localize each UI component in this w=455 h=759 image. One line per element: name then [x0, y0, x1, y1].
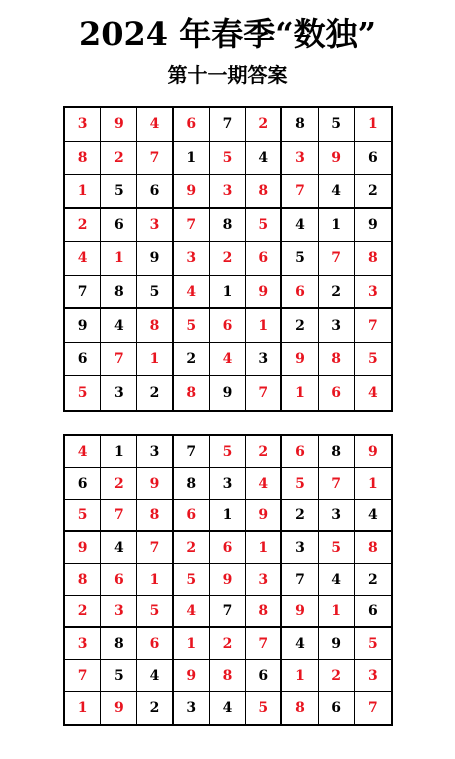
- sudoku-cell: 8: [210, 209, 246, 243]
- sudoku-cell: 5: [355, 628, 391, 660]
- sudoku-cell: 1: [246, 309, 282, 343]
- sudoku-cell: 8: [355, 242, 391, 276]
- sudoku-cell: 4: [210, 343, 246, 377]
- sudoku-cell: 6: [282, 436, 318, 468]
- sudoku-cell: 4: [282, 209, 318, 243]
- sudoku-cell: 4: [65, 242, 101, 276]
- sudoku-cell: 3: [282, 532, 318, 564]
- sudoku-cell: 7: [246, 628, 282, 660]
- sudoku-cell: 8: [282, 108, 318, 142]
- sudoku-cell: 3: [355, 276, 391, 310]
- sudoku-cell: 8: [174, 376, 210, 410]
- sudoku-cell: 2: [355, 175, 391, 209]
- sudoku-cell: 2: [246, 436, 282, 468]
- sudoku-cell: 7: [319, 242, 355, 276]
- sudoku-cell: 1: [246, 532, 282, 564]
- sudoku-cell: 8: [282, 692, 318, 724]
- sudoku-cell: 7: [101, 343, 137, 377]
- sudoku-cell: 3: [101, 376, 137, 410]
- sudoku-cell: 8: [65, 142, 101, 176]
- sudoku-cell: 3: [174, 242, 210, 276]
- sudoku-cell: 3: [319, 309, 355, 343]
- sudoku-cell: 6: [210, 309, 246, 343]
- sudoku-cell: 4: [101, 532, 137, 564]
- sudoku-cell: 8: [137, 309, 173, 343]
- sudoku-grid-2: [63, 434, 393, 726]
- sudoku-cell: 7: [65, 276, 101, 310]
- sudoku-cell: 1: [174, 142, 210, 176]
- sudoku-cell: 3: [65, 108, 101, 142]
- sudoku-cell: 3: [137, 209, 173, 243]
- sudoku-grid-1: [63, 106, 393, 412]
- sudoku-cell: 8: [246, 175, 282, 209]
- sudoku-cell: 6: [65, 468, 101, 500]
- sudoku-cell: 1: [101, 436, 137, 468]
- sudoku-cell: 5: [282, 242, 318, 276]
- sudoku-cell: 2: [137, 376, 173, 410]
- sudoku-cell: 3: [137, 436, 173, 468]
- sudoku-cell: 9: [246, 276, 282, 310]
- sudoku-cell: 5: [101, 660, 137, 692]
- sudoku-cell: 4: [246, 468, 282, 500]
- sudoku-cell: 9: [65, 532, 101, 564]
- sudoku-cell: 8: [65, 564, 101, 596]
- sudoku-cell: 4: [174, 276, 210, 310]
- sudoku-cell: 1: [355, 468, 391, 500]
- sudoku-cell: 1: [65, 692, 101, 724]
- sudoku-cell: 3: [210, 175, 246, 209]
- sudoku-cell: 6: [355, 596, 391, 628]
- sudoku-cell: 6: [65, 343, 101, 377]
- sudoku-cell: 8: [137, 500, 173, 532]
- sudoku-cell: 5: [319, 532, 355, 564]
- sudoku-cell: 2: [137, 692, 173, 724]
- sudoku-cell: 9: [65, 309, 101, 343]
- sudoku-cell: 9: [174, 175, 210, 209]
- sudoku-cell: 2: [65, 596, 101, 628]
- sudoku-cell: 5: [137, 596, 173, 628]
- sudoku-cell: 7: [282, 564, 318, 596]
- sudoku-cell: 9: [355, 436, 391, 468]
- sudoku-cell: 6: [246, 660, 282, 692]
- sudoku-cell: 6: [210, 532, 246, 564]
- sudoku-cell: 3: [246, 343, 282, 377]
- sudoku-cell: 2: [101, 142, 137, 176]
- sudoku-cell: 5: [174, 309, 210, 343]
- sudoku-cell: 7: [282, 175, 318, 209]
- sudoku-cell: 2: [210, 242, 246, 276]
- sudoku-cell: 7: [319, 468, 355, 500]
- sudoku-cell: 7: [174, 209, 210, 243]
- sudoku-cell: 5: [101, 175, 137, 209]
- sudoku-cell: 6: [282, 276, 318, 310]
- sudoku-cell: 4: [65, 436, 101, 468]
- sudoku-cell: 9: [355, 209, 391, 243]
- page-subtitle: 第十一期答案: [167, 63, 288, 87]
- sudoku-cell: 2: [246, 108, 282, 142]
- sudoku-cell: 7: [246, 376, 282, 410]
- sudoku-cell: 9: [174, 660, 210, 692]
- sudoku-cell: 9: [137, 242, 173, 276]
- sudoku-cell: 9: [101, 108, 137, 142]
- sudoku-cell: 7: [210, 108, 246, 142]
- sudoku-cell: 4: [137, 660, 173, 692]
- sudoku-cell: 5: [246, 692, 282, 724]
- sudoku-cell: 5: [282, 468, 318, 500]
- sudoku-cell: 2: [282, 500, 318, 532]
- sudoku-cell: 2: [319, 660, 355, 692]
- sudoku-cell: 7: [210, 596, 246, 628]
- sudoku-cell: 9: [210, 376, 246, 410]
- page-title: 2024 年春季“数独”: [78, 15, 377, 53]
- sudoku-cell: 5: [355, 343, 391, 377]
- sudoku-cell: 1: [282, 376, 318, 410]
- sudoku-cell: 5: [319, 108, 355, 142]
- sudoku-cell: 8: [174, 468, 210, 500]
- sudoku-cell: 4: [210, 692, 246, 724]
- sudoku-cell: 3: [246, 564, 282, 596]
- sudoku-cell: 1: [210, 276, 246, 310]
- sudoku-cell: 7: [355, 309, 391, 343]
- sudoku-cell: 1: [355, 108, 391, 142]
- sudoku-cell: 1: [65, 175, 101, 209]
- sudoku-cell: 3: [210, 468, 246, 500]
- sudoku-cell: 3: [355, 660, 391, 692]
- sudoku-cell: 4: [355, 500, 391, 532]
- sudoku-cell: 8: [246, 596, 282, 628]
- sudoku-cell: 2: [210, 628, 246, 660]
- sudoku-cell: 8: [319, 436, 355, 468]
- sudoku-cell: 1: [319, 596, 355, 628]
- sudoku-cell: 8: [210, 660, 246, 692]
- sudoku-cell: 5: [174, 564, 210, 596]
- sudoku-cell: 5: [65, 500, 101, 532]
- sudoku-cell: 6: [101, 209, 137, 243]
- sudoku-cell: 5: [246, 209, 282, 243]
- sudoku-cell: 5: [210, 436, 246, 468]
- sudoku-cell: 2: [174, 343, 210, 377]
- sudoku-cell: 3: [319, 500, 355, 532]
- sudoku-cell: 9: [137, 468, 173, 500]
- sudoku-cell: 4: [246, 142, 282, 176]
- sudoku-cell: 5: [65, 376, 101, 410]
- sudoku-cell: 3: [101, 596, 137, 628]
- sudoku-cell: 6: [174, 500, 210, 532]
- sudoku-cell: 3: [282, 142, 318, 176]
- sudoku-cell: 1: [282, 660, 318, 692]
- sudoku-cell: 6: [137, 628, 173, 660]
- sudoku-cell: 4: [282, 628, 318, 660]
- sudoku-cell: 8: [355, 532, 391, 564]
- sudoku-cell: 7: [65, 660, 101, 692]
- sudoku-cell: 1: [174, 628, 210, 660]
- sudoku-cell: 6: [101, 564, 137, 596]
- sudoku-cell: 4: [137, 108, 173, 142]
- sudoku-cell: 7: [174, 436, 210, 468]
- sudoku-cell: 6: [246, 242, 282, 276]
- sudoku-cell: 3: [65, 628, 101, 660]
- sudoku-cell: 6: [174, 108, 210, 142]
- sudoku-cell: 7: [137, 532, 173, 564]
- sudoku-cell: 5: [137, 276, 173, 310]
- sudoku-cell: 4: [319, 175, 355, 209]
- sudoku-cell: 1: [137, 564, 173, 596]
- sudoku-cell: 9: [101, 692, 137, 724]
- sudoku-cell: 8: [101, 628, 137, 660]
- sudoku-cell: 8: [319, 343, 355, 377]
- sudoku-cell: 2: [101, 468, 137, 500]
- sudoku-cell: 1: [101, 242, 137, 276]
- sudoku-cell: 6: [319, 692, 355, 724]
- sudoku-cell: 2: [174, 532, 210, 564]
- sudoku-cell: 1: [319, 209, 355, 243]
- sudoku-cell: 2: [355, 564, 391, 596]
- sudoku-cell: 6: [355, 142, 391, 176]
- sudoku-cell: 8: [101, 276, 137, 310]
- sudoku-cell: 9: [319, 142, 355, 176]
- sudoku-cell: 5: [210, 142, 246, 176]
- sudoku-cell: 2: [282, 309, 318, 343]
- sudoku-cell: 6: [137, 175, 173, 209]
- sudoku-cell: 4: [101, 309, 137, 343]
- sudoku-cell: 3: [174, 692, 210, 724]
- sudoku-cell: 7: [368, 700, 378, 716]
- sudoku-cell: 9: [282, 596, 318, 628]
- sudoku-cell: 7: [101, 500, 137, 532]
- sudoku-cell: 4: [174, 596, 210, 628]
- sudoku-cell: 2: [65, 209, 101, 243]
- sudoku-cell: 9: [319, 628, 355, 660]
- sudoku-cell: 9: [210, 564, 246, 596]
- sudoku-cell: 4: [319, 564, 355, 596]
- sudoku-cell: 1: [210, 500, 246, 532]
- sudoku-cell: 2: [319, 276, 355, 310]
- sudoku-cell: 1: [137, 343, 173, 377]
- sudoku-cell: 9: [246, 500, 282, 532]
- sudoku-cell: 4: [368, 385, 378, 402]
- sudoku-cell: 7: [137, 142, 173, 176]
- sudoku-cell: 6: [319, 376, 355, 410]
- sudoku-cell: 9: [282, 343, 318, 377]
